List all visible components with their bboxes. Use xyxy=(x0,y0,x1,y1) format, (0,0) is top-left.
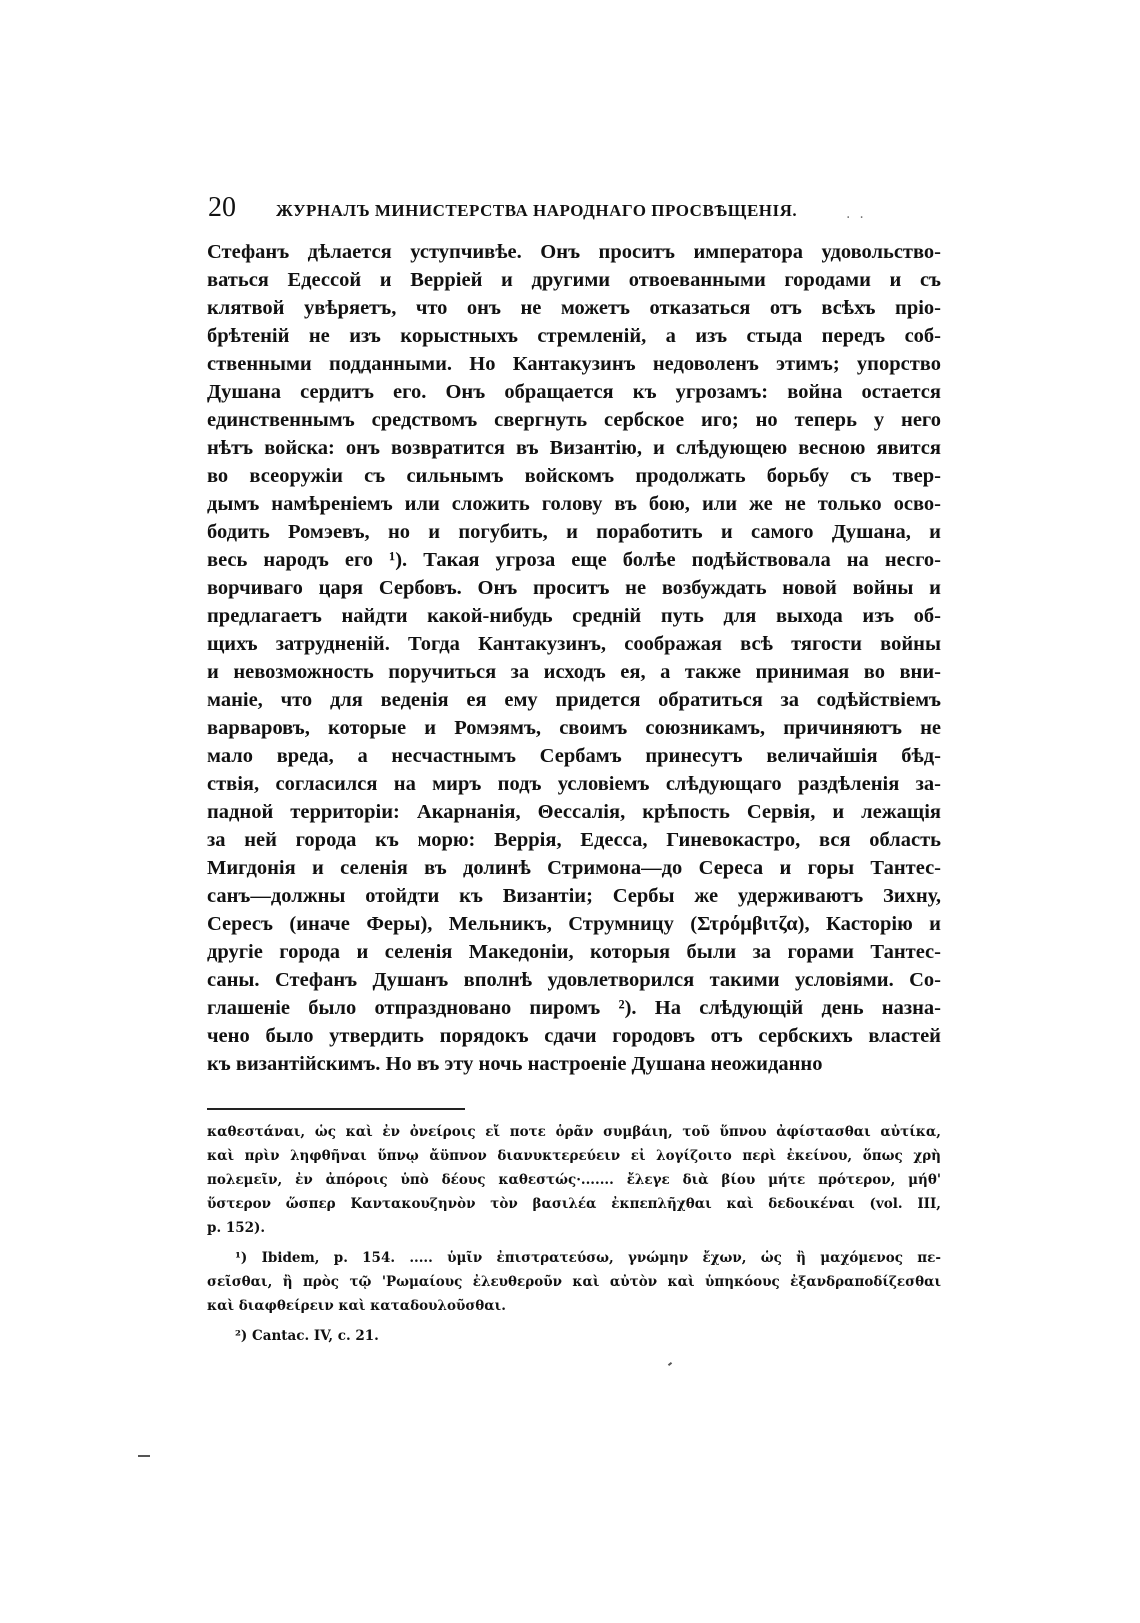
body-line: бодить Ромэевъ, но и погубить, и поработить и самого Душана, и xyxy=(207,521,941,543)
body-line: ваться Едессой и Верріей и другими отвоеванными городами и съ xyxy=(207,269,941,291)
body-line: брѣтеній не изъ корыстныхъ стремленій, а изъ стыда передъ соб- xyxy=(207,325,941,347)
body-line: къ византійскимъ. Но въ эту ночь настроеніе Душана неожиданно xyxy=(207,1053,823,1075)
body-line: щихъ затрудненій. Тогда Кантакузинъ, соображая всѣ тягости войны xyxy=(207,633,941,655)
footnote-line: καὶ πρὶν ληφθῆναι ὕπνῳ ἄϋπνον διανυκτερεύειν εἰ λογίζοιτο περὶ ἐκείνου, ὅπως χρὴ xyxy=(207,1148,941,1164)
running-title: ЖУРНАЛЪ МИНИСТЕРСТВА НАРОДНАГО ПРОСВѢЩЕНІЯ. xyxy=(276,201,798,220)
page-number: 20 xyxy=(208,192,236,223)
body-line: за ней города къ морю: Веррія, Едесса, Гиневокастро, вся область xyxy=(207,829,941,851)
body-line: Душана сердитъ его. Онъ обращается къ угрозамъ: война остается xyxy=(207,381,941,403)
body-line: ственными подданными. Но Кантакузинъ недоволенъ этимъ; упорство xyxy=(207,353,941,375)
body-line: дымъ намѣреніемъ или сложить голову въ бою, или же не только осво- xyxy=(207,493,941,515)
body-line: падной территоріи: Акарнанія, Θессалія, крѣпость Сервія, и лежащія xyxy=(207,801,941,823)
body-line: чено было утвердить порядокъ сдачи городовъ отъ сербскихъ властей xyxy=(207,1025,941,1047)
footnote-divider xyxy=(207,1108,465,1110)
footnote-2 xyxy=(207,1324,941,1348)
body-line: Сересъ (иначе Феры), Мельникъ, Струмницу (Στρόμβιτζα), Касторію и xyxy=(207,913,941,935)
body-line: и невозможность поручиться за исходъ ея, а также принимая во вни- xyxy=(207,661,941,683)
footnote-line: ¹) Ibidem, p. 154. ..... ὑμῖν ἐπιστρατεύσω, γνώμην ἔχων, ὡς ἢ μαχόμενος πε- xyxy=(235,1250,941,1266)
body-line: нѣтъ войска: онъ возвратится въ Византію, и слѣдующею весною явится xyxy=(207,437,941,459)
body-line: варваровъ, которые и Ромэямъ, своимъ союзникамъ, причиняютъ не xyxy=(207,717,941,739)
footnote-line: πολεμεῖν, ἐν ἀπόροις ὑπὸ δέους καθεστώς·....... ἔλεγε διὰ βίου μήτε πρότερον, μήθ' xyxy=(207,1172,941,1188)
body-line: маніе, что для веденія ея ему придется обратиться за содѣйствіемъ xyxy=(207,689,941,711)
body-line: мало вреда, а несчастнымъ Сербамъ принесутъ величайшія бѣд- xyxy=(207,745,941,767)
body-line: Мигдонія и селенія въ долинѣ Стримона—до Сереса и горы Тантес- xyxy=(207,857,941,879)
body-line: глашеніе было отпраздновано пиромъ ²). На слѣдующій день назна- xyxy=(207,997,941,1019)
footnotes xyxy=(207,1120,941,1348)
body-line: ствія, согласился на миръ подъ условіемъ слѣдующаго раздѣленія за- xyxy=(207,773,941,795)
footnote-line: καθεστάναι, ὡς καὶ ἐν ὀνείροις εἴ ποτε ὁρᾶν συμβάιη, τοῦ ὕπνου ἀφίστασθαι αὐτίκα, xyxy=(207,1124,941,1140)
body-line: другіе города и селенія Македоніи, которыя были за горами Тантес- xyxy=(207,941,941,963)
scan-speck xyxy=(668,1362,672,1366)
body-line: предлагаетъ найдти какой-нибудь средній путь для выхода изъ об- xyxy=(207,605,941,627)
body-line: Стефанъ дѣлается уступчивѣе. Онъ проситъ императора удовольство- xyxy=(207,241,941,263)
body-line: клятвой увѣряетъ, что онъ не можетъ отказаться отъ всѣхъ пріо- xyxy=(207,297,941,319)
body-line: санъ—должны отойдти къ Византіи; Сербы же удерживаютъ Зихну, xyxy=(207,885,941,907)
body-line: единственнымъ средствомъ свергнуть сербское иго; но теперь у него xyxy=(207,409,941,431)
scan-dots: . . xyxy=(846,206,864,222)
footnote-line: ὕστερον ὥσπερ Καντακουζηνὸν τὸν βασιλέα ἐκπεπλῆχθαι καὶ δεδοικέναι (vol. III, xyxy=(207,1196,941,1212)
body-line: ворчиваго царя Сербовъ. Онъ проситъ не возбуждать новой войны и xyxy=(207,577,941,599)
footnote-line: σεῖσθαι, ἢ πρὸς τῷ 'Ρωμαίους ἐλευθεροῦν καὶ αὐτὸν καὶ ὑπηκόους ἐξανδραποδίζεσθαι xyxy=(207,1274,941,1290)
footnote-1 xyxy=(207,1246,941,1318)
body-line: весь народъ его ¹). Такая угроза еще болѣе подѣйствовала на несго- xyxy=(207,549,941,571)
footnote-line: ²) Cantac. IV, c. 21. xyxy=(235,1328,379,1344)
footnote-line: καὶ διαφθείρειν καὶ καταδουλοῦσθαι. xyxy=(207,1298,506,1314)
body-text xyxy=(207,238,941,1078)
body-line: во всеоружіи съ сильнымъ войскомъ продолжать борьбу съ твер- xyxy=(207,465,941,487)
footnote-line: p. 152). xyxy=(207,1220,266,1236)
body-line: саны. Стефанъ Душанъ вполнѣ удовлетворился такими условіями. Со- xyxy=(207,969,941,991)
footnote-continued xyxy=(207,1120,941,1240)
scan-mark xyxy=(138,1455,150,1457)
